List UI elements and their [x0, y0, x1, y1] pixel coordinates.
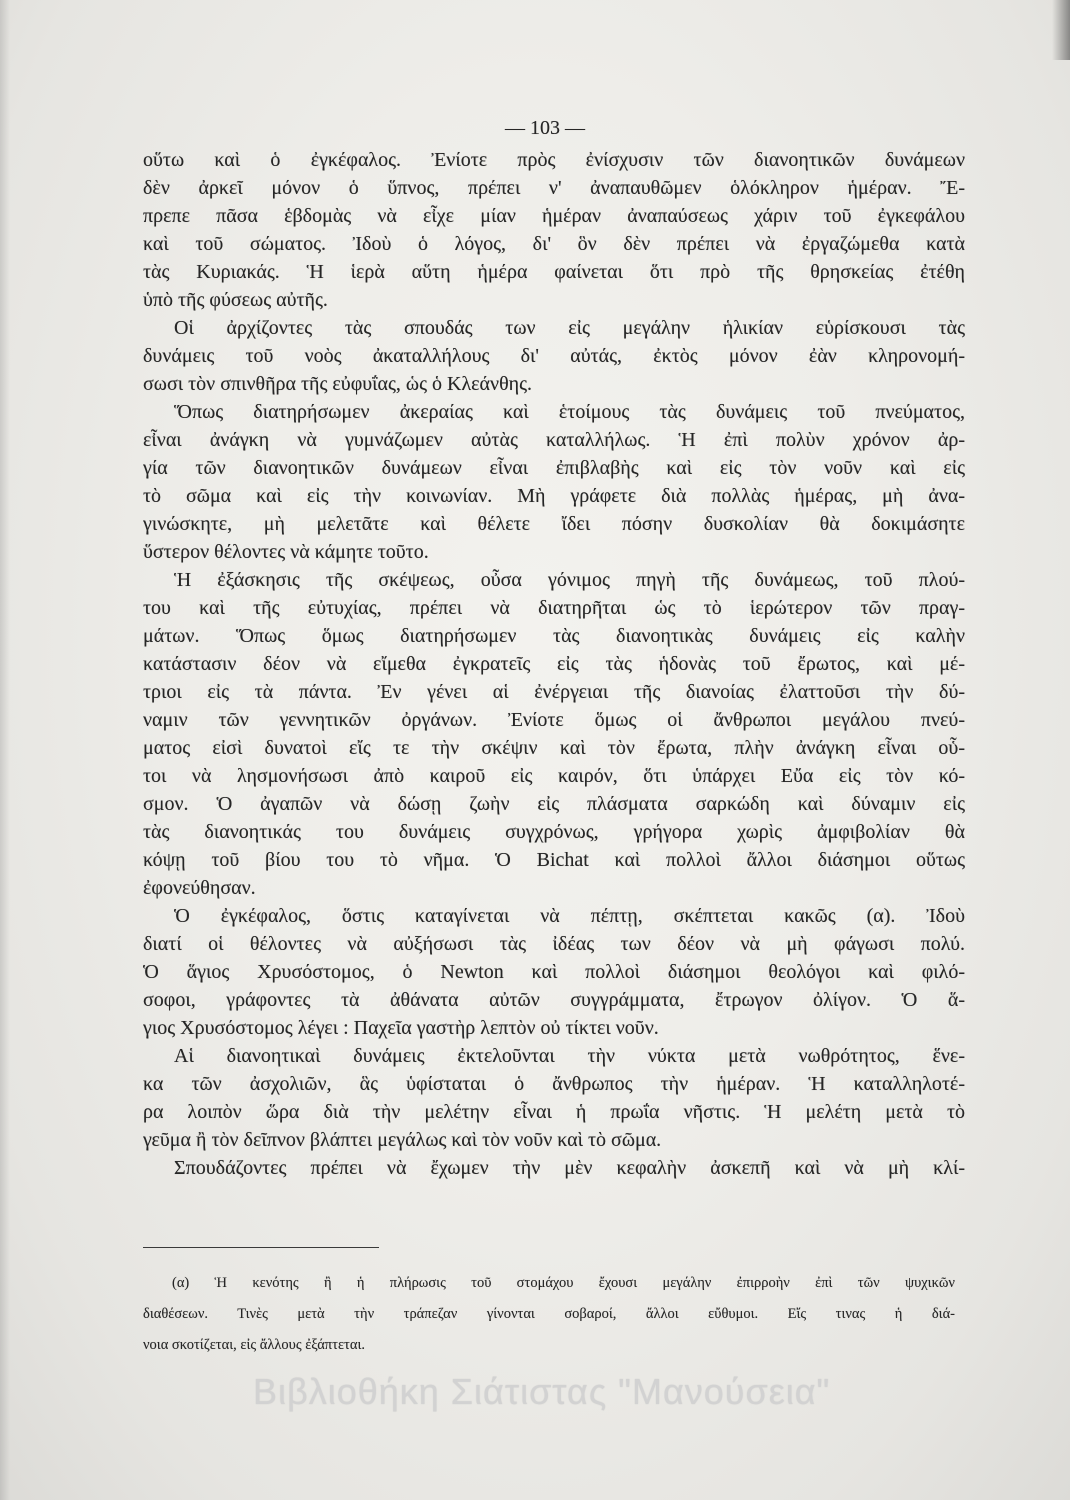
text-line: κα τῶν ἀσχολιῶν, ἃς ὑφίσταται ὁ ἄνθρωπος τὴν ἡμέραν. Ἡ καταλληλοτέ- [143, 1073, 965, 1095]
text-line: ρα λοιπὸν ὥρα διὰ τὴν μελέτην εἶναι ἡ πρωΐα νῆστις. Ἡ μελέτη μετὰ τὸ [143, 1101, 965, 1123]
text-line: δυνάμεις τοῦ νοὸς ἀκαταλλήλους δι' αὐτάς, ἐκτὸς μόνον ἐὰν κληρονομή- [143, 345, 965, 367]
text-line: Σπουδάζοντες πρέπει νὰ ἔχωμεν τὴν μὲν κεφαλὴν ἀσκεπῆ καὶ νὰ μὴ κλί- [174, 1157, 965, 1179]
text-line: γία τῶν διανοητικῶν δυνάμεων εἶναι ἐπιβλαβὴς καὶ εἰς τὸν νοῦν καὶ εἰς [143, 457, 965, 479]
text-line: Αἱ διανοητικαὶ δυνάμεις ἐκτελοῦνται τὴν νύκτα μετὰ νωθρότητος, ἕνε- [174, 1045, 965, 1067]
text-line: εἶναι ἀνάγκη νὰ γυμνάζωμεν αὐτὰς καταλλήλως. Ἡ ἐπὶ πολὺν χρόνον ἀρ- [143, 429, 965, 451]
paragraph [143, 902, 965, 1042]
text-line: γινώσκητε, μὴ μελετᾶτε καὶ θέλετε ἴδει πόσην δυσκολίαν θὰ δοκιμάσητε [143, 513, 965, 535]
text-line: γιος Χρυσόστομος λέγει : Παχεῖα γαστὴρ λεπτὸν οὐ τίκτει νοῦν. [143, 1017, 659, 1039]
paragraph [143, 314, 965, 398]
paragraph [143, 1154, 965, 1182]
text-line: οὕτω καὶ ὁ ἐγκέφαλος. Ἐνίοτε πρὸς ἐνίσχυσιν τῶν διανοητικῶν δυνάμεων [143, 149, 965, 171]
footnote-line: διαθέσεων. Τινὲς μετὰ τὴν τράπεζαν γίνονται σοβαροί, ἄλλοι εὔθυμοι. Εἴς τινας ἡ διά- [143, 1306, 955, 1322]
text-line: ὕστερον θέλοντες νὰ κάμητε τοῦτο. [143, 541, 429, 563]
text-line: Ὁ ἅγιος Χρυσόστομος, ὁ Newton καὶ πολλοὶ διάσημοι θεολόγοι καὶ φιλό- [143, 961, 965, 983]
corner-shadow [1052, 0, 1070, 60]
text-line: του καὶ τῆς εὐτυχίας, πρέπει νὰ διατηρῆται ὡς τὸ ἱερώτερον τῶν πραγ- [143, 597, 965, 619]
paragraph [143, 1042, 965, 1154]
text-line: κατάστασιν δέον νὰ εἴμεθα ἐγκρατεῖς εἰς τὰς ἡδονὰς τοῦ ἔρωτος, καὶ μέ- [143, 653, 965, 675]
text-line: δὲν ἀρκεῖ μόνον ὁ ὕπνος, πρέπει ν' ἀναπαυθῶμεν ὁλόκληρον ἡμέραν. Ἔ- [143, 177, 965, 199]
paragraph [143, 566, 965, 902]
text-line: διατί οἱ θέλοντες νὰ αὐξήσωσι τὰς ἰδέας των δέον νὰ μὴ φάγωσι πολύ. [143, 933, 965, 955]
paragraph [143, 398, 965, 566]
text-line: Ἡ ἐξάσκησις τῆς σκέψεως, οὖσα γόνιμος πηγὴ τῆς δυνάμεως, τοῦ πλού- [174, 569, 965, 591]
text-line: τριοι εἰς τὰ πάντα. Ἐν γένει αἱ ἐνέργειαι τῆς διανοίας ἐλαττοῦσι τὴν δύ- [143, 681, 965, 703]
footnote-line: (α) Ἡ κενότης ἢ ἡ πλήρωσις τοῦ στομάχου ἔχουσι μεγάλην ἐπιρροὴν ἐπὶ τῶν ψυχικῶν [172, 1275, 955, 1291]
text-line: ἐφονεύθησαν. [143, 877, 256, 899]
text-line: τὰς Κυριακάς. Ἡ ἱερὰ αὕτη ἡμέρα φαίνεται ὅτι πρὸ τῆς θρησκείας ἐτέθη [143, 261, 965, 283]
text-line: πρεπε πᾶσα ἑβδομὰς νὰ εἶχε μίαν ἡμέραν ἀναπαύσεως χάριν τοῦ ἐγκεφάλου [143, 205, 965, 227]
text-line: καὶ τοῦ σώματος. Ἰδοὺ ὁ λόγος, δι' ὃν δὲν πρέπει νὰ ἐργαζώμεθα κατὰ [143, 233, 965, 255]
paragraph [143, 146, 965, 314]
text-line: γεῦμα ἢ τὸν δεῖπνον βλάπτει μεγάλως καὶ τὸν νοῦν καὶ τὸ σῶμα. [143, 1129, 662, 1151]
text-line: τὰς διανοητικάς του δυνάμεις συγχρόνως, γρήγορα χωρὶς ἀμφιβολίαν θὰ [143, 821, 965, 843]
text-line: Οἱ ἀρχίζοντες τὰς σπουδάς των εἰς μεγάλην ἡλικίαν εὑρίσκουσι τὰς [174, 317, 965, 339]
text-line: κόψῃ τοῦ βίου του τὸ νῆμα. Ὁ Bichat καὶ πολλοὶ ἄλλοι διάσημοι οὕτως [143, 849, 965, 871]
text-line: τοι νὰ λησμονήσωσι ἀπὸ καιροῦ εἰς καιρόν, ὅτι ὑπάρχει Εὔα εἰς τὸν κό- [143, 765, 965, 787]
text-line: ματος εἰσὶ δυνατοὶ εἴς τε τὴν σκέψιν καὶ τὸν ἔρωτα, πλὴν ἀνάγκη εἶναι οὗ- [143, 737, 965, 759]
footnote-divider [143, 1247, 379, 1248]
text-line: ναμιν τῶν γεννητικῶν ὀργάνων. Ἐνίοτε ὅμως οἱ ἄνθρωποι μεγάλου πνεύ- [143, 709, 965, 731]
text-line: Ὁ ἐγκέφαλος, ὅστις καταγίνεται νὰ πέπτῃ, σκέπτεται κακῶς (α). Ἰδοὺ [174, 905, 965, 927]
text-line: σοφοι, γράφοντες τὰ ἀθάνατα αὐτῶν συγγράμματα, ἔτρωγον ὀλίγον. Ὁ ἅ- [143, 989, 965, 1011]
footnote-line: νοια σκοτίζεται, εἰς ἄλλους ἐξάπτεται. [143, 1337, 365, 1353]
text-line: τὸ σῶμα καὶ εἰς τὴν κοινωνίαν. Μὴ γράφετε διὰ πολλὰς ἡμέρας, μὴ ἀνα- [143, 485, 965, 507]
footnote [143, 1268, 955, 1361]
text-line: σωσι τὸν σπινθῆρα τῆς εὐφυΐας, ὡς ὁ Κλεάνθης. [143, 373, 533, 395]
text-line: Ὅπως διατηρήσωμεν ἀκεραίας καὶ ἑτοίμους τὰς δυνάμεις τοῦ πνεύματος, [174, 401, 965, 423]
text-line: μάτων. Ὅπως ὅμως διατηρήσωμεν τὰς διανοητικὰς δυνάμεις εἰς καλὴν [143, 625, 965, 647]
body-text [143, 146, 965, 1182]
page-edge-shadow [0, 0, 10, 1500]
library-watermark: Βιβλιοθήκη Σιάτιστας "Μανούσεια" [253, 1371, 831, 1412]
page-number: — 103 — [505, 117, 585, 139]
text-line: σμον. Ὁ ἀγαπῶν νὰ δώσῃ ζωὴν εἰς πλάσματα σαρκώδη καὶ δύναμιν εἰς [143, 793, 965, 815]
text-line: ὑπὸ τῆς φύσεως αὐτῆς. [143, 289, 328, 311]
